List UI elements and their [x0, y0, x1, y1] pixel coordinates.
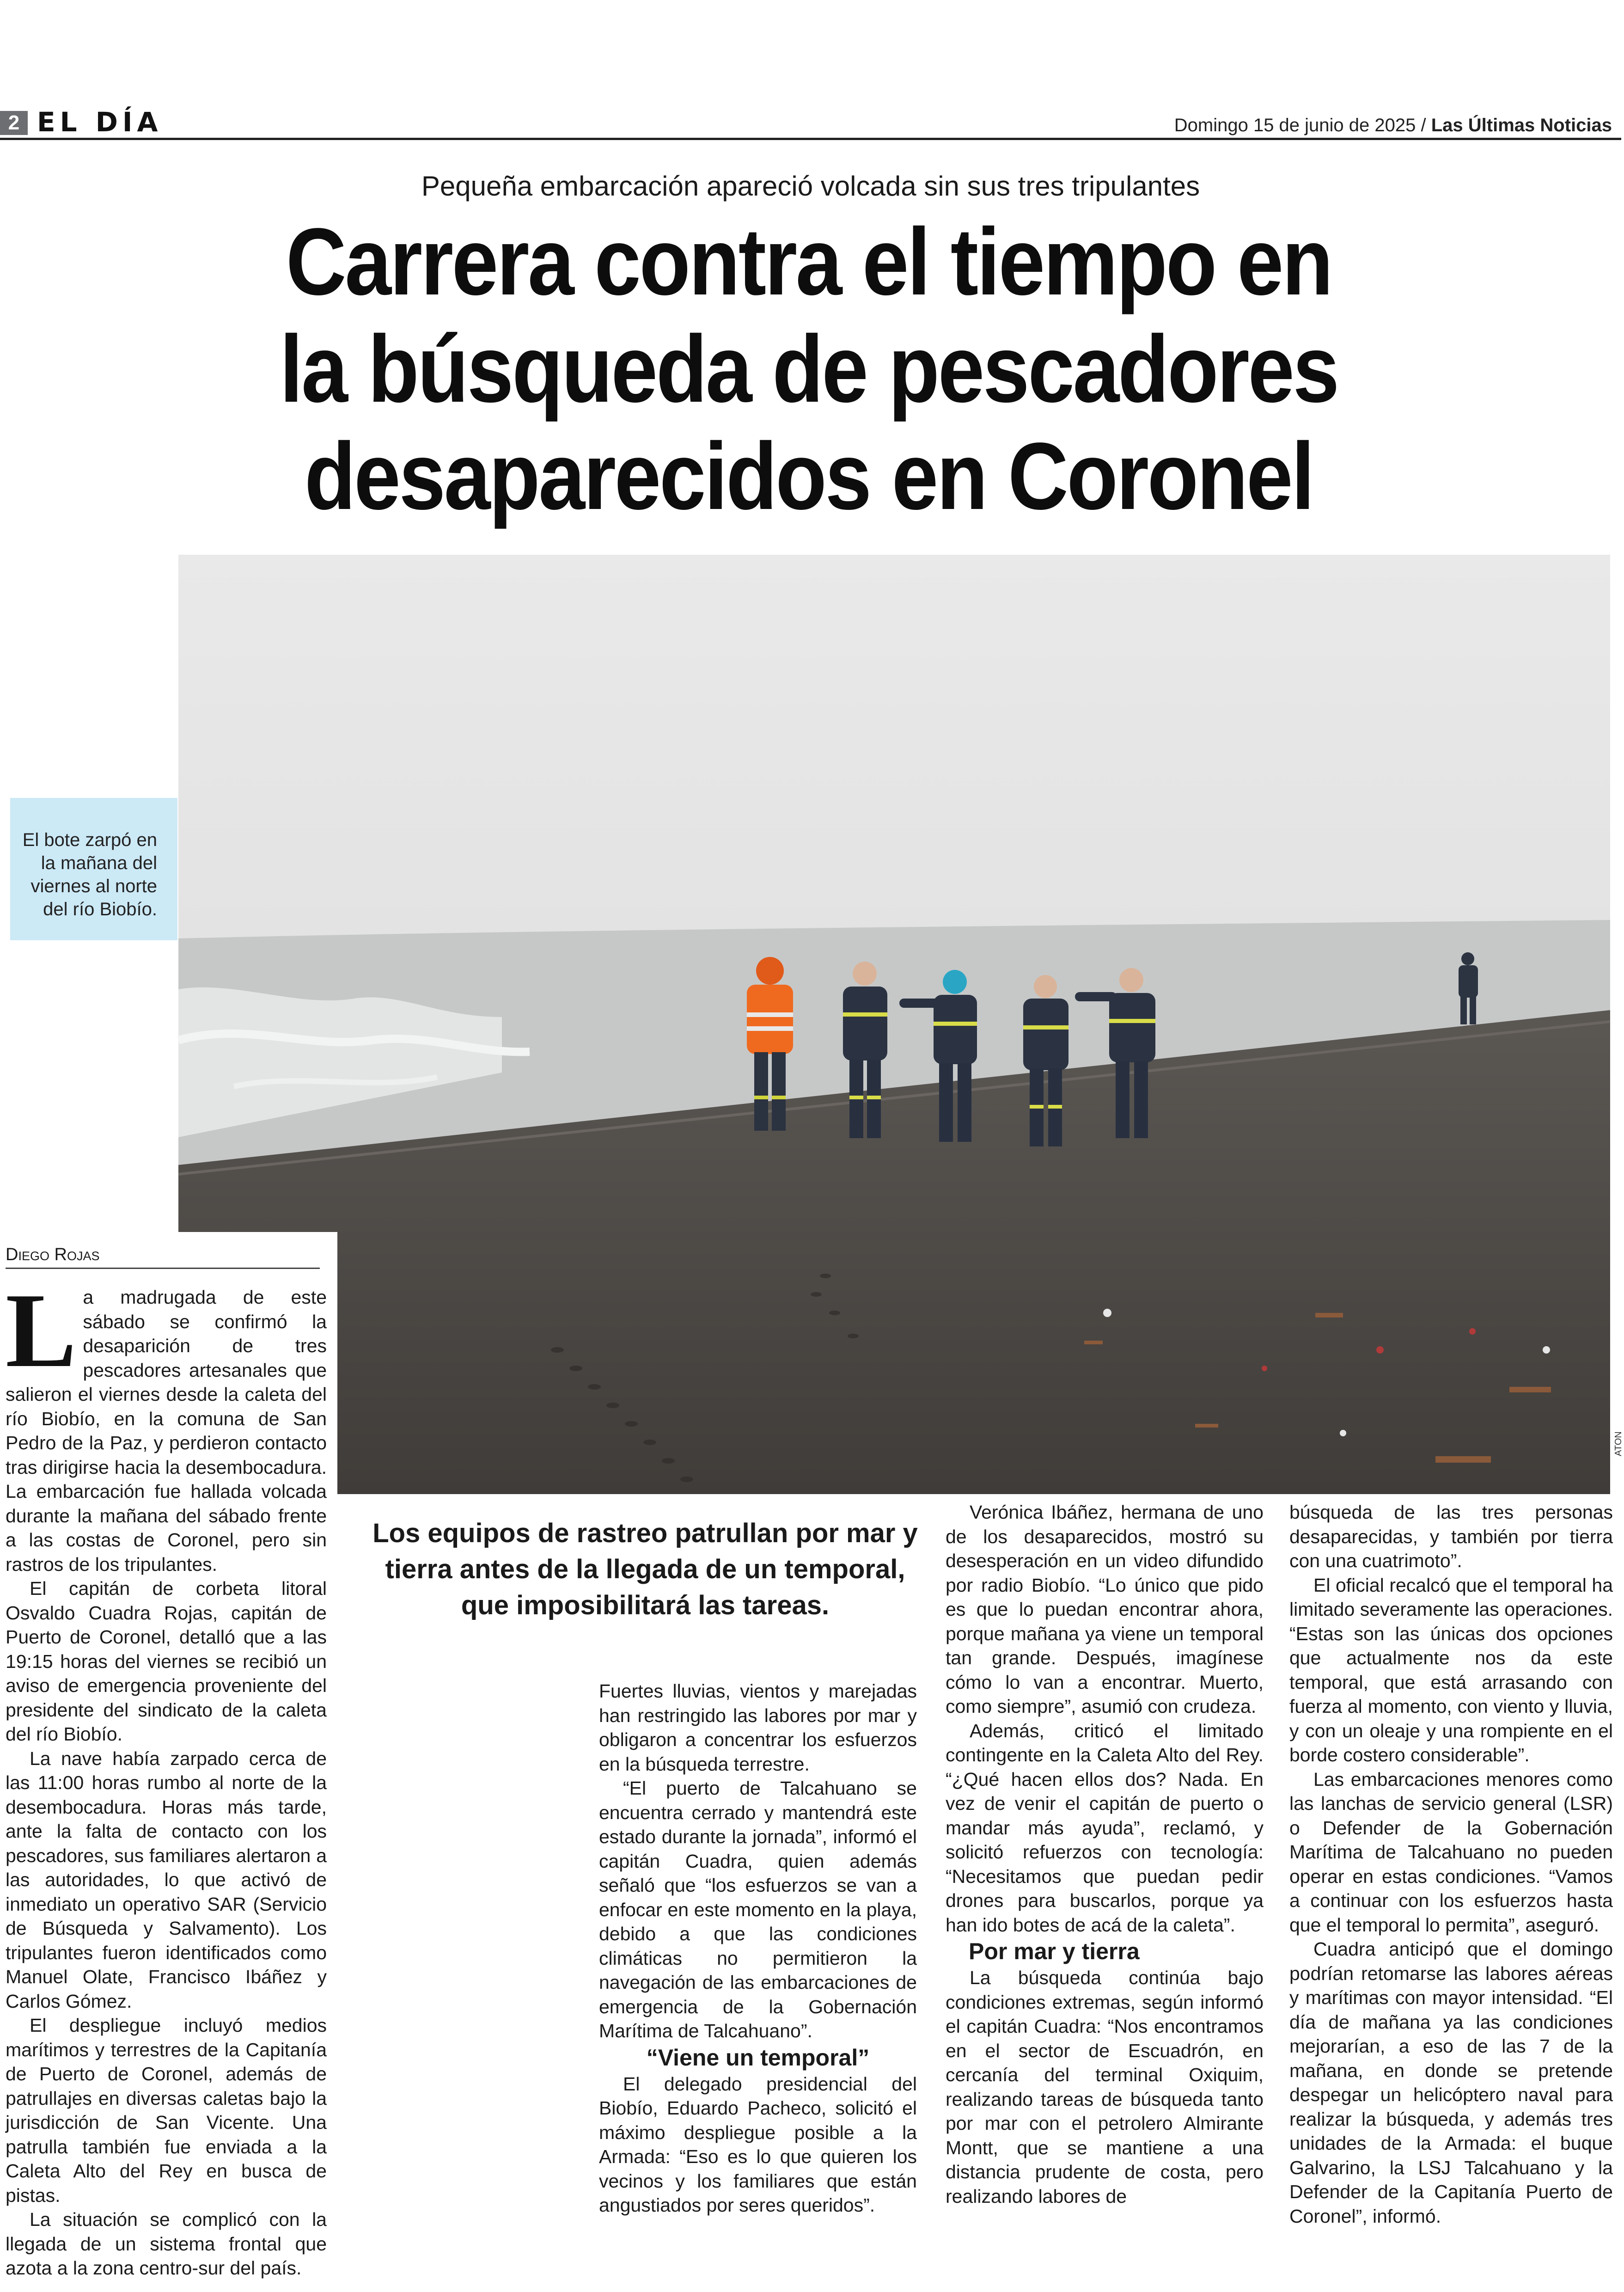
- masthead-rule: [0, 138, 1621, 140]
- article-column-1: [6, 1271, 327, 2280]
- headline-line-2: la búsqueda de pescadores: [280, 316, 1338, 422]
- paragraph: La madrugada de este sábado se confirmó la desaparición de tres pescadores artesanales que salieron el viernes desde la caleta del río Biobío, en la comuna de San Pedro de la Paz, y perdieron contacto tras dirigirse hacia la desembocadura. La embarcación fue hallada volcada durante la mañana del sábado frente a las costas de Coronel, pero sin rastros de los tripulantes.: [6, 1271, 327, 1575]
- article-headline: [190, 208, 1427, 530]
- paragraph: búsqueda de las tres personas desaparecidas, y también por tierra con una cuatrimoto”.: [1289, 1501, 1613, 1571]
- dateline-separator: /: [1421, 115, 1426, 135]
- drop-cap: L: [6, 1271, 77, 1389]
- article-column-3: [946, 1500, 1264, 2208]
- paragraph: Verónica Ibáñez, hermana de uno de los desaparecidos, mostró su desesperación en un video difundido por radio Biobío. “Lo único que pido es que lo puedan encontrar ahora, porque mañana ya viene un temporal tan grande. Después, imagínese cómo lo van a encontrar. Muerto, como siempre”, asumió con crudeza.: [946, 1501, 1264, 1717]
- issue-date: Domingo 15 de junio de 2025: [1174, 115, 1416, 135]
- paragraph: La nave había zarpado cerca de las 11:00 horas rumbo al norte de la desembocadura. Horas más tarde, ante la falta de contacto con los pescadores, sus familiares alertaron a las autoridades, lo que activó de inmediato un operativo SAR (Servicio de Búsqueda y Salvamento). Los tripulantes fueron identificados como Manuel Olate, Francisco Ibáñez y Carlos Gómez.: [6, 1747, 327, 2012]
- subhead-viene-un-temporal: “Viene un temporal”: [646, 2044, 870, 2071]
- page-number: 2: [0, 111, 28, 135]
- paragraph: Cuadra anticipó que el domingo podrían retomarse las labores aéreas y marítimas con mayor intensidad. “El día de mañana ya las condiciones mejorarían, a eso de las 7 de la mañana, en donde se pretende despegar un helicóptero naval para realizar la búsqueda, y además tres unidades de la Armada: el buque Galvarino, la LSJ Talcahuano y la Defender de la Capitanía Puerto de Coronel”, informó.: [1289, 1938, 1613, 2227]
- dateline: [1174, 114, 1612, 137]
- photo-credit: ATON: [1613, 1431, 1624, 1456]
- headline-line-1: Carrera contra el tiempo en: [286, 208, 1332, 315]
- byline: Diego Rojas: [6, 1244, 320, 1269]
- paragraph: El capitán de corbeta litoral Osvaldo Cuadra Rojas, capitán de Puerto de Coronel, detalló que a las 19:15 horas del viernes se recibió un aviso de emergencia proveniente del presidente del sindicato de la caleta del río Biobío.: [6, 1578, 327, 1745]
- paragraph: El delegado presidencial del Biobío, Eduardo Pacheco, solicitó el máximo despliegue posible a la Armada: “Eso es lo que quieren los vecinos y los familiares que están angustiados por seres queridos”.: [599, 2073, 917, 2216]
- paragraph: El despliegue incluyó medios marítimos y terrestres de la Capitanía de Puerto de Coronel, además de patrullajes en diversas caletas bajo la jurisdicción de San Vicente. Una patrulla también fue enviada a la Caleta Alto del Rey en busca de pistas.: [6, 2015, 327, 2206]
- article-kicker: Pequeña embarcación apareció volcada sin sus tres tripulantes: [421, 171, 1200, 202]
- article-column-2: [599, 1679, 917, 2218]
- paragraph: La búsqueda continúa bajo condiciones extremas, según informó el capitán Cuadra: “Nos encontramos en el sector de Escuadrón, en cercanía del terminal Oxiquim, realizando tareas de búsqueda tanto por mar con el petrolero Almirante Montt, que se mantiene a una distancia prudente de costa, pero realizando labores de: [946, 1967, 1264, 2207]
- paragraph: Fuertes lluvias, vientos y marejadas han restringido las labores por mar y obligaron a concentrar los esfuerzos en la búsqueda terrestre.: [599, 1680, 917, 1775]
- paragraph: “El puerto de Talcahuano se encuentra cerrado y mantendrá este estado durante la jornada”, informó el capitán Cuadra, quien además señaló que “los esfuerzos se van a enfocar en este momento en la playa, debido a que las condiciones climáticas no permitieron la navegación de las embarcaciones de emergencia de la Gobernación Marítima de Talcahuano”.: [599, 1777, 917, 2041]
- article-deck: Los equipos de rastreo patrullan por mar y tierra antes de la llegada de un temporal, que imposibilitará las tareas.: [372, 1518, 918, 1620]
- paragraph: La situación se complicó con la llegada de un sistema frontal que azota a la zona centro-sur del país.: [6, 2209, 327, 2279]
- publication-name: Las Últimas Noticias: [1431, 115, 1612, 135]
- paragraph: Las embarcaciones menores como las lanchas de servicio general (LSR) o Defender de la Gobernación Marítima de Talcahuano no pueden operar en estas condiciones. “Vamos a continuar con los esfuerzos hasta que el temporal lo permita”, aseguró.: [1289, 1768, 1613, 1936]
- subhead-por-mar-y-tierra: Por mar y tierra: [969, 1938, 1140, 1964]
- photo-caption: El bote zarpó en la mañana del viernes al norte del río Biobío.: [10, 798, 177, 940]
- article-photo: [178, 555, 1610, 1494]
- beach-search-scene: [178, 555, 1610, 1494]
- paragraph: Además, criticó el limitado contingente en la Caleta Alto del Rey. “¿Qué hacen ellos dos? Nada. En vez de venir el capitán de puerto o mandar más ayuda”, reclamó, y solicitó refuerzos con tecnología: “Necesitamos que puedan pedir drones para buscarlos, porque ya han ido botes de acá de la caleta”.: [946, 1720, 1264, 1936]
- headline-line-3: desaparecidos en Coronel: [304, 423, 1313, 529]
- section-name: EL DÍA: [37, 106, 163, 138]
- article-column-4: [1289, 1500, 1613, 2228]
- paragraph: El oficial recalcó que el temporal ha limitado severamente las operaciones. “Estas son las únicas dos opciones que actualmente nos da este temporal, que está arrasando con fuerza al momento, con viento y lluvia, y con un oleaje y una rompiente en el borde costero considerable”.: [1289, 1574, 1613, 1765]
